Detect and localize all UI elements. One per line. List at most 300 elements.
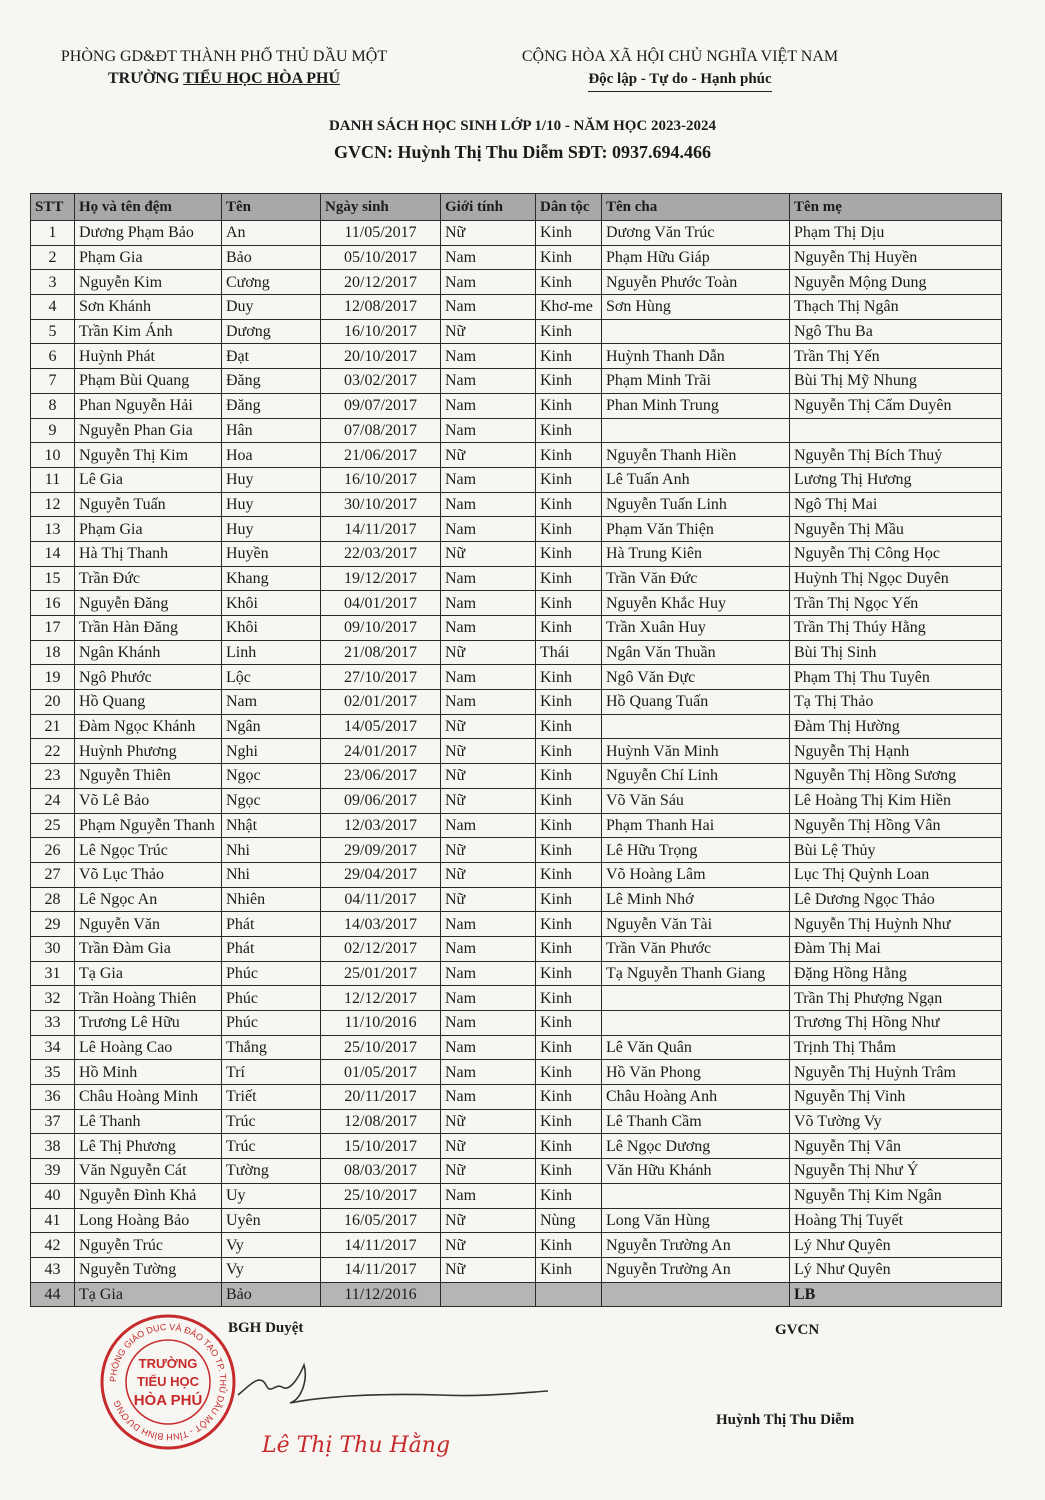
table-cell: Phát — [222, 912, 321, 937]
table-cell: Kinh — [536, 813, 602, 838]
table-cell: Kinh — [536, 369, 602, 394]
table-cell: Dương Văn Trúc — [602, 221, 790, 246]
table-cell: Nhi — [222, 862, 321, 887]
table-cell: Kinh — [536, 517, 602, 542]
table-cell: 22/03/2017 — [321, 541, 441, 566]
table-cell: Sơn Khánh — [75, 295, 222, 320]
table-cell: Nùng — [536, 1208, 602, 1233]
table-cell: Nam — [441, 467, 536, 492]
table-row — [31, 887, 1002, 912]
table-cell: 09/06/2017 — [321, 788, 441, 813]
table-cell: 19 — [31, 665, 75, 690]
table-cell: Trịnh Thị Thắm — [790, 1035, 1002, 1060]
table-cell: Phạm Thị Thu Tuyên — [790, 665, 1002, 690]
table-cell: Phạm Thanh Hai — [602, 813, 790, 838]
table-cell: 43 — [31, 1257, 75, 1282]
table-cell: Nguyễn Thị Công Học — [790, 541, 1002, 566]
table-cell: 03/02/2017 — [321, 369, 441, 394]
table-cell: Nguyễn Đăng — [75, 591, 222, 616]
table-cell: 07/08/2017 — [321, 418, 441, 443]
table-cell: 23/06/2017 — [321, 764, 441, 789]
table-cell: Nguyễn Kim — [75, 270, 222, 295]
table-cell: Nữ — [441, 788, 536, 813]
table-cell: Trần Đàm Gia — [75, 936, 222, 961]
table-cell: Thắng — [222, 1035, 321, 1060]
table-cell: Nguyễn Thị Hồng Sương — [790, 764, 1002, 789]
table-cell: Nguyễn Thị Huyền — [790, 245, 1002, 270]
table-row — [31, 591, 1002, 616]
table-cell: 04/01/2017 — [321, 591, 441, 616]
table-cell: 40 — [31, 1183, 75, 1208]
table-cell: Nữ — [441, 443, 536, 468]
table-cell: 26 — [31, 838, 75, 863]
table-row — [31, 1085, 1002, 1110]
table-cell: 12/03/2017 — [321, 813, 441, 838]
table-cell: Trần Văn Phước — [602, 936, 790, 961]
table-cell: 05/10/2017 — [321, 245, 441, 270]
table-cell: Nam — [441, 344, 536, 369]
table-cell: Bùi Lệ Thủy — [790, 838, 1002, 863]
table-row — [31, 690, 1002, 715]
table-cell: Lê Thị Phương — [75, 1134, 222, 1159]
table-cell: Ngân — [222, 714, 321, 739]
table-cell: 30/10/2017 — [321, 492, 441, 517]
table-cell: 30 — [31, 936, 75, 961]
table-cell: Huỳnh Thanh Dẫn — [602, 344, 790, 369]
table-cell: Nữ — [441, 862, 536, 887]
table-cell: 29/04/2017 — [321, 862, 441, 887]
table-cell: Nam — [441, 492, 536, 517]
table-cell: 2 — [31, 245, 75, 270]
table-cell: Phan Nguyễn Hải — [75, 393, 222, 418]
table-cell: Hân — [222, 418, 321, 443]
table-row — [31, 640, 1002, 665]
table-cell: Trần Thị Ngọc Yến — [790, 591, 1002, 616]
table-row — [31, 566, 1002, 591]
header-left — [34, 46, 414, 90]
table-cell: 16/10/2017 — [321, 467, 441, 492]
table-cell: Nam — [441, 616, 536, 641]
table-cell: 29/09/2017 — [321, 838, 441, 863]
table-header-row — [31, 194, 1002, 221]
table-cell: Hoa — [222, 443, 321, 468]
table-cell: Nam — [441, 961, 536, 986]
table-cell: Ngô Phước — [75, 665, 222, 690]
table-row — [31, 492, 1002, 517]
table-cell: Kinh — [536, 986, 602, 1011]
table-cell: Nữ — [441, 739, 536, 764]
table-cell: Lê Thanh — [75, 1109, 222, 1134]
table-body — [31, 221, 1002, 1307]
table-cell: 10 — [31, 443, 75, 468]
table-cell: Nguyễn Thị Như Ý — [790, 1159, 1002, 1184]
table-row — [31, 862, 1002, 887]
table-cell: 20/12/2017 — [321, 270, 441, 295]
table-cell: 25 — [31, 813, 75, 838]
table-row — [31, 270, 1002, 295]
table-cell: Kinh — [536, 467, 602, 492]
table-cell: Phạm Thị Dịu — [790, 221, 1002, 246]
table-cell: Kinh — [536, 912, 602, 937]
table-cell: Kinh — [536, 1159, 602, 1184]
table-cell: Nguyễn Thị Mầu — [790, 517, 1002, 542]
table-cell: 5 — [31, 319, 75, 344]
table-cell: 12 — [31, 492, 75, 517]
table-cell: Lê Ngọc Dương — [602, 1134, 790, 1159]
table-row — [31, 1011, 1002, 1036]
table-cell: Phúc — [222, 986, 321, 1011]
column-header: Tên cha — [602, 194, 790, 221]
table-row — [31, 1257, 1002, 1282]
table-cell: 14 — [31, 541, 75, 566]
table-cell: Uy — [222, 1183, 321, 1208]
header-right — [490, 46, 870, 92]
table-cell: 14/03/2017 — [321, 912, 441, 937]
table-row — [31, 1159, 1002, 1184]
table-cell: Nguyễn Chí Linh — [602, 764, 790, 789]
table-cell: Phúc — [222, 961, 321, 986]
table-cell: Đăng — [222, 393, 321, 418]
table-cell: 3 — [31, 270, 75, 295]
table-cell: Ngô Văn Đực — [602, 665, 790, 690]
table-cell: Trần Hoàng Thiên — [75, 986, 222, 1011]
table-cell: 24/01/2017 — [321, 739, 441, 764]
table-cell: Nam — [441, 1183, 536, 1208]
table-cell: Ngọc — [222, 788, 321, 813]
table-cell: Nam — [441, 591, 536, 616]
table-cell: Kinh — [536, 541, 602, 566]
table-cell: Thái — [536, 640, 602, 665]
table-cell: Lý Như Quyên — [790, 1233, 1002, 1258]
table-cell — [602, 1282, 790, 1307]
table-cell: 17 — [31, 616, 75, 641]
table-cell: Nữ — [441, 541, 536, 566]
table-row — [31, 1134, 1002, 1159]
table-cell: Nam — [441, 813, 536, 838]
table-row — [31, 714, 1002, 739]
table-cell: Nguyễn Phước Toàn — [602, 270, 790, 295]
table-cell: Phát — [222, 936, 321, 961]
table-cell: Kinh — [536, 1183, 602, 1208]
table-cell: Phạm Hữu Giáp — [602, 245, 790, 270]
table-row — [31, 1060, 1002, 1085]
table-cell: 27 — [31, 862, 75, 887]
table-cell: Đàm Thị Mai — [790, 936, 1002, 961]
table-cell: Kinh — [536, 862, 602, 887]
table-cell: Nguyễn Tường — [75, 1257, 222, 1282]
table-row — [31, 245, 1002, 270]
table-cell: Lê Thanh Cầm — [602, 1109, 790, 1134]
table-cell: Trần Thị Phượng Ngạn — [790, 986, 1002, 1011]
table-cell: Hà Thị Thanh — [75, 541, 222, 566]
table-cell: Hồ Quang Tuấn — [602, 690, 790, 715]
table-cell: Nam — [441, 986, 536, 1011]
table-cell: 35 — [31, 1060, 75, 1085]
table-cell: 04/11/2017 — [321, 887, 441, 912]
school-name: TIỂU HỌC HÒA PHÚ — [183, 70, 341, 87]
table-cell: Nguyễn Thiên — [75, 764, 222, 789]
table-cell: Nam — [441, 1060, 536, 1085]
table-cell — [602, 418, 790, 443]
table-cell: Trần Đức — [75, 566, 222, 591]
table-cell: Long Hoàng Bảo — [75, 1208, 222, 1233]
table-cell: Lê Hoàng Thị Kim Hiền — [790, 788, 1002, 813]
table-cell: Kinh — [536, 393, 602, 418]
column-header: Họ và tên đệm — [75, 194, 222, 221]
table-cell: Võ Văn Sáu — [602, 788, 790, 813]
table-row — [31, 616, 1002, 641]
table-cell: Nam — [441, 1035, 536, 1060]
table-cell: Lê Dương Ngọc Thảo — [790, 887, 1002, 912]
table-row — [31, 1183, 1002, 1208]
table-cell: 09/10/2017 — [321, 616, 441, 641]
national-title: CỘNG HÒA XÃ HỘI CHỦ NGHĨA VIỆT NAM — [521, 48, 839, 65]
table-cell: Nam — [441, 418, 536, 443]
table-cell: Kinh — [536, 270, 602, 295]
table-cell: 44 — [31, 1282, 75, 1307]
table-cell — [602, 1011, 790, 1036]
table-cell: Tạ Nguyễn Thanh Giang — [602, 961, 790, 986]
table-cell — [602, 714, 790, 739]
table-row — [31, 517, 1002, 542]
table-row — [31, 418, 1002, 443]
table-cell: Khang — [222, 566, 321, 591]
table-cell: Đàm Thị Hường — [790, 714, 1002, 739]
national-motto: Độc lập - Tự do - Hạnh phúc — [588, 68, 771, 92]
table-cell: Kinh — [536, 221, 602, 246]
table-cell: Nguyễn Thị Hạnh — [790, 739, 1002, 764]
table-cell: Nam — [441, 517, 536, 542]
table-cell: Huyền — [222, 541, 321, 566]
table-cell: Nhiên — [222, 887, 321, 912]
table-cell: Nam — [441, 393, 536, 418]
table-cell: Bảo — [222, 245, 321, 270]
principal-signature — [230, 1355, 550, 1415]
table-cell: Trúc — [222, 1109, 321, 1134]
table-cell: Nam — [441, 1011, 536, 1036]
table-cell: Dương Phạm Bảo — [75, 221, 222, 246]
table-cell: Kinh — [536, 714, 602, 739]
table-cell: Tạ Gia — [75, 1282, 222, 1307]
table-row — [31, 838, 1002, 863]
table-row — [31, 912, 1002, 937]
table-cell: Kinh — [536, 1060, 602, 1085]
table-cell: Nữ — [441, 1159, 536, 1184]
table-cell: 18 — [31, 640, 75, 665]
table-cell: Lê Ngọc Trúc — [75, 838, 222, 863]
table-cell: 24 — [31, 788, 75, 813]
table-cell: Kinh — [536, 591, 602, 616]
table-cell: Đăng — [222, 369, 321, 394]
table-cell: Kinh — [536, 443, 602, 468]
table-cell: LB — [790, 1282, 1002, 1307]
table-cell: Khơ-me — [536, 295, 602, 320]
table-cell: Nguyễn Trúc — [75, 1233, 222, 1258]
table-row — [31, 369, 1002, 394]
table-row — [31, 936, 1002, 961]
table-cell: 02/12/2017 — [321, 936, 441, 961]
table-cell: 09/07/2017 — [321, 393, 441, 418]
table-cell: Nữ — [441, 1257, 536, 1282]
table-cell: Văn Nguyễn Cát — [75, 1159, 222, 1184]
table-cell: 11/05/2017 — [321, 221, 441, 246]
table-cell: Kinh — [536, 1134, 602, 1159]
teacher-contact: GVCN: Huỳnh Thị Thu Diễm SĐT: 0937.694.466 — [333, 142, 712, 162]
table-cell: Văn Hữu Khánh — [602, 1159, 790, 1184]
table-cell: Phạm Gia — [75, 517, 222, 542]
table-cell: Châu Hoàng Anh — [602, 1085, 790, 1110]
svg-text:HÒA PHÚ: HÒA PHÚ — [133, 1392, 203, 1409]
table-cell: Kinh — [536, 1011, 602, 1036]
table-cell: Kinh — [536, 788, 602, 813]
table-cell: Lê Gia — [75, 467, 222, 492]
table-cell: 4 — [31, 295, 75, 320]
table-row — [31, 467, 1002, 492]
table-cell: Nguyễn Thị Kim — [75, 443, 222, 468]
table-cell: Lê Ngọc An — [75, 887, 222, 912]
table-row — [31, 665, 1002, 690]
table-cell: Kinh — [536, 1109, 602, 1134]
table-cell: Kinh — [536, 1035, 602, 1060]
table-cell: Phạm Minh Trãi — [602, 369, 790, 394]
table-cell: Kinh — [536, 936, 602, 961]
table-cell: Nguyễn Thị Vân — [790, 1134, 1002, 1159]
table-cell: 27/10/2017 — [321, 665, 441, 690]
table-cell: Hoàng Thị Tuyết — [790, 1208, 1002, 1233]
table-cell — [602, 1183, 790, 1208]
table-cell: Hồ Văn Phong — [602, 1060, 790, 1085]
column-header: Tên mẹ — [790, 194, 1002, 221]
table-cell: Huy — [222, 517, 321, 542]
table-cell: Cương — [222, 270, 321, 295]
table-cell: Huy — [222, 492, 321, 517]
table-cell: Sơn Hùng — [602, 295, 790, 320]
table-cell: 15 — [31, 566, 75, 591]
table-cell: 1 — [31, 221, 75, 246]
table-cell: 12/08/2017 — [321, 295, 441, 320]
table-cell: Lê Hữu Trọng — [602, 838, 790, 863]
table-cell: 28 — [31, 887, 75, 912]
table-cell: 14/11/2017 — [321, 517, 441, 542]
table-cell: Kinh — [536, 245, 602, 270]
table-cell: Nguyễn Tuấn — [75, 492, 222, 517]
table-cell: Võ Lục Thảo — [75, 862, 222, 887]
school-name-line — [34, 68, 414, 90]
table-cell: 21/08/2017 — [321, 640, 441, 665]
table-cell: Nữ — [441, 887, 536, 912]
table-cell: Ngọc — [222, 764, 321, 789]
table-cell: 23 — [31, 764, 75, 789]
table-row — [31, 393, 1002, 418]
svg-text:PHÒNG GIÁO DỤC VÀ ĐÀO TẠO TP.: PHÒNG GIÁO DỤC VÀ ĐÀO TẠO TP. THỦ DẦU MỘT - TỈNH BÌNH DƯƠNG — [107, 1321, 229, 1443]
table-row — [31, 1233, 1002, 1258]
school-stamp — [98, 1312, 238, 1452]
table-row — [31, 961, 1002, 986]
table-row — [31, 813, 1002, 838]
table-cell: 16/10/2017 — [321, 319, 441, 344]
table-cell: Trúc — [222, 1134, 321, 1159]
table-cell: Nữ — [441, 1109, 536, 1134]
table-cell: 21 — [31, 714, 75, 739]
table-cell: Vy — [222, 1233, 321, 1258]
table-cell: Lê Văn Quân — [602, 1035, 790, 1060]
table-cell: Long Văn Hùng — [602, 1208, 790, 1233]
table-cell — [790, 418, 1002, 443]
table-cell: Nguyễn Thị Huỳnh Như — [790, 912, 1002, 937]
table-cell: Nguyễn Thị Bích Thuỷ — [790, 443, 1002, 468]
column-header: Dân tộc — [536, 194, 602, 221]
table-cell: 6 — [31, 344, 75, 369]
table-cell: Nam — [441, 912, 536, 937]
table-cell: 37 — [31, 1109, 75, 1134]
table-cell: Nam — [441, 936, 536, 961]
table-cell: Lê Minh Nhớ — [602, 887, 790, 912]
table-cell: Thạch Thị Ngân — [790, 295, 1002, 320]
table-cell: Dương — [222, 319, 321, 344]
student-table — [30, 193, 1002, 1307]
table-row — [31, 443, 1002, 468]
table-cell: 14/05/2017 — [321, 714, 441, 739]
table-cell: 02/01/2017 — [321, 690, 441, 715]
table-cell: Duy — [222, 295, 321, 320]
table-row — [31, 1208, 1002, 1233]
table-cell: Nguyễn Thanh Hiền — [602, 443, 790, 468]
table-cell: 22 — [31, 739, 75, 764]
svg-text:TIỂU HỌC: TIỂU HỌC — [136, 1374, 200, 1389]
table-cell: Phạm Nguyễn Thanh — [75, 813, 222, 838]
table-cell: 11/10/2016 — [321, 1011, 441, 1036]
table-cell: Nhật — [222, 813, 321, 838]
table-cell: Khôi — [222, 591, 321, 616]
table-cell: 14/11/2017 — [321, 1257, 441, 1282]
table-cell: 38 — [31, 1134, 75, 1159]
table-cell: 20/10/2017 — [321, 344, 441, 369]
table-cell: Võ Lê Bảo — [75, 788, 222, 813]
table-cell: Bùi Thị Sinh — [790, 640, 1002, 665]
table-cell: Trương Thị Hồng Như — [790, 1011, 1002, 1036]
table-cell: Đạt — [222, 344, 321, 369]
table-cell: Lương Thị Hương — [790, 467, 1002, 492]
table-cell: Châu Hoàng Minh — [75, 1085, 222, 1110]
teacher-name: Huỳnh Thị Thu Diễm — [716, 1412, 855, 1428]
table-cell: Nguyễn Văn — [75, 912, 222, 937]
table-cell: Kinh — [536, 566, 602, 591]
column-header: Tên — [222, 194, 321, 221]
table-cell: Nguyễn Trường An — [602, 1257, 790, 1282]
table-cell: Nam — [441, 369, 536, 394]
table-cell: Võ Tường Vy — [790, 1109, 1002, 1134]
table-row — [31, 541, 1002, 566]
table-cell: Phạm Gia — [75, 245, 222, 270]
table-cell: Lục Thị Quỳnh Loan — [790, 862, 1002, 887]
teacher-label: GVCN — [775, 1322, 820, 1338]
table-cell — [602, 986, 790, 1011]
table-cell: Nam — [441, 245, 536, 270]
table-cell: Nam — [441, 295, 536, 320]
table-cell: Bảo — [222, 1282, 321, 1307]
table-cell: Nguyễn Mộng Dung — [790, 270, 1002, 295]
table-cell: Hồ Quang — [75, 690, 222, 715]
table-cell: Ngân Khánh — [75, 640, 222, 665]
table-cell: Lộc — [222, 665, 321, 690]
column-header: STT — [31, 194, 75, 221]
table-cell: Tạ Thị Thảo — [790, 690, 1002, 715]
document-title: DANH SÁCH HỌC SINH LỚP 1/10 - NĂM HỌC 2023-2024 — [328, 118, 717, 134]
table-row — [31, 1109, 1002, 1134]
table-cell: 20 — [31, 690, 75, 715]
table-cell: Nguyễn Phan Gia — [75, 418, 222, 443]
table-row — [31, 295, 1002, 320]
